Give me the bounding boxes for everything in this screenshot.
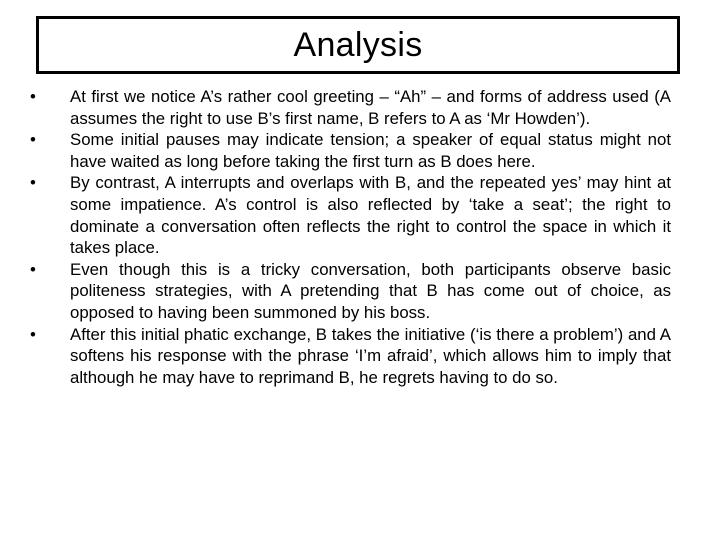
bullet-item [30,324,671,389]
bullet-item [30,86,671,129]
bullet-text: Even though this is a tricky conversation, both participants observe basic politeness strategies, with A pretending that B has come out of choice, as opposed to having been summoned by his boss. [70,259,671,322]
bullet-item [30,259,671,324]
bullet-item [30,172,671,258]
title-box [36,16,680,74]
slide-title: Analysis [293,26,423,64]
bullet-dot-icon: • [30,87,36,106]
bullet-dot-icon: • [30,324,36,344]
bullet-text: At first we notice A’s rather cool greeting – “Ah” – and forms of address used (A assumes the right to use B’s first name, B refers to A as ‘Mr Howden’). [70,87,671,128]
bullet-dot-icon: • [30,259,36,279]
bullet-text: Some initial pauses may indicate tension; a speaker of equal status might not have waited as long before taking the first turn as B does here. [70,130,671,171]
bullet-text: By contrast, A interrupts and overlaps with B, and the repeated yes’ may hint at some impatience. A’s control is also reflected by ‘take a seat’; the right to dominate a conversation often reflects the right to control the space in which it takes place. [70,173,671,258]
bullet-dot-icon: • [30,130,36,150]
bullet-text: After this initial phatic exchange, B takes the initiative (‘is there a problem’) and A softens his response with the phrase ‘I’m afraid’, which allows him to imply that although he may have to reprimand B, he regrets having to do so. [70,324,671,387]
bullet-list [30,86,671,388]
bullet-dot-icon: • [30,173,36,193]
bullet-item [30,129,671,172]
